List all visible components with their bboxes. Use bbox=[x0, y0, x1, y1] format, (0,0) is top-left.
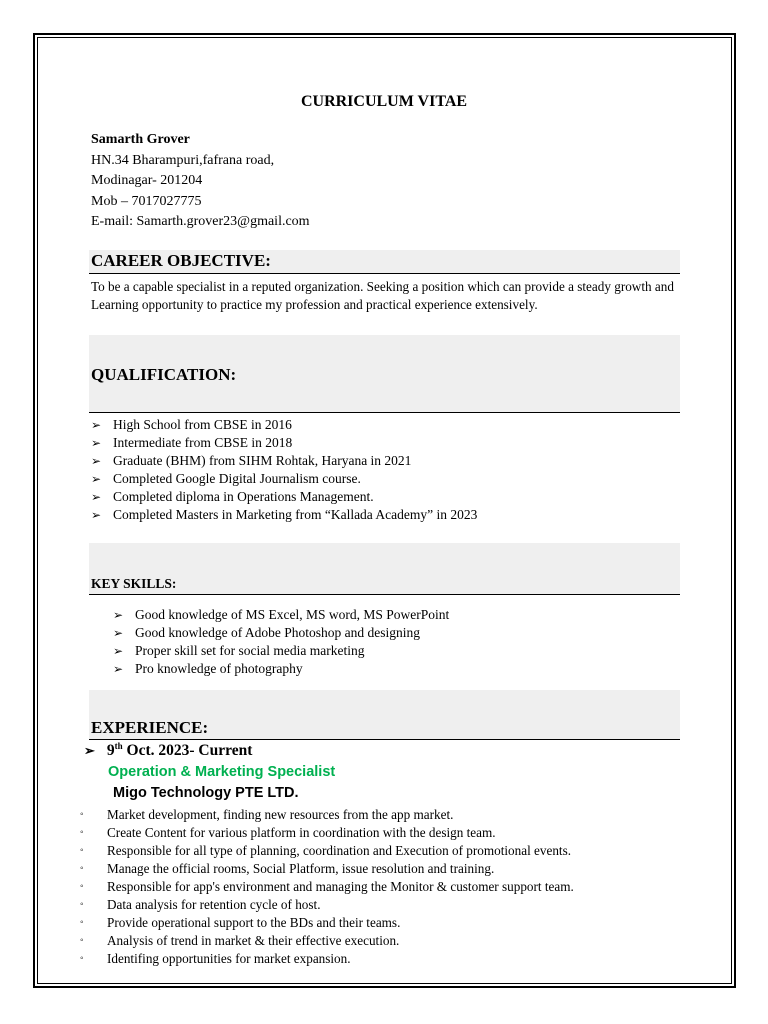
list-item: ➢ Intermediate from CBSE in 2018 bbox=[91, 435, 293, 450]
circle-bullet-icon: ◦ bbox=[80, 935, 84, 946]
document-title: CURRICULUM VITAE bbox=[300, 93, 468, 110]
list-item: ◦ Create Content for various platform in coordination with the design team. bbox=[80, 825, 496, 840]
list-item: ◦ Analysis of trend in market & their effective execution. bbox=[80, 933, 400, 948]
arrow-bullet-icon: ➢ bbox=[91, 472, 102, 486]
date-rest: Oct. 2023- Current bbox=[122, 742, 253, 760]
list-item: ◦ Market development, finding new resources from the app market. bbox=[80, 807, 454, 822]
list-item: ◦ Provide operational support to the BDs and their teams. bbox=[80, 915, 401, 930]
list-item: ◦ Responsible for all type of planning, coordination and Execution of promotional events. bbox=[80, 843, 572, 858]
list-item: ➢ Good knowledge of MS Excel, MS word, MS PowerPoint bbox=[113, 607, 450, 622]
qualification-list bbox=[91, 416, 477, 524]
duties-list bbox=[80, 806, 574, 968]
candidate-name: Samarth Grover bbox=[91, 132, 190, 147]
list-item: ◦ Data analysis for retention cycle of host. bbox=[80, 897, 321, 912]
qualification-heading: QUALIFICATION: bbox=[91, 365, 237, 384]
circle-bullet-icon: ◦ bbox=[80, 953, 84, 964]
list-item: ➢ Proper skill set for social media marketing bbox=[113, 643, 365, 658]
arrow-bullet-icon: ➢ bbox=[91, 508, 102, 522]
arrow-bullet-icon: ➢ bbox=[113, 626, 124, 640]
arrow-bullet-icon: ➢ bbox=[91, 454, 102, 468]
list-item: ➢ Completed Masters in Marketing from “Kallada Academy” in 2023 bbox=[91, 507, 478, 522]
circle-bullet-icon: ◦ bbox=[80, 863, 84, 874]
experience-heading: EXPERIENCE: bbox=[91, 718, 209, 737]
list-item: ➢ Good knowledge of Adobe Photoshop and designing bbox=[113, 625, 420, 640]
key-skills-heading: KEY SKILLS: bbox=[91, 576, 177, 591]
job-role: Operation & Marketing Specialist bbox=[108, 764, 336, 780]
experience-date bbox=[84, 741, 252, 760]
list-item: ➢ Graduate (BHM) from SIHM Rohtak, Haryana in 2021 bbox=[91, 453, 412, 468]
date-day: 9 bbox=[106, 742, 115, 760]
circle-bullet-icon: ◦ bbox=[80, 809, 84, 820]
circle-bullet-icon: ◦ bbox=[80, 917, 84, 928]
career-objective-heading: CAREER OBJECTIVE: bbox=[91, 251, 271, 270]
address-line-1: HN.34 Bharampuri,fafrana road, bbox=[91, 152, 275, 168]
address-line-2: Modinagar- 201204 bbox=[91, 173, 203, 188]
arrow-bullet-icon: ➢ bbox=[113, 644, 124, 658]
date-suffix: th bbox=[114, 741, 123, 751]
key-skills-band bbox=[89, 543, 680, 595]
mobile-number: Mob – 7017027775 bbox=[91, 193, 202, 209]
list-item: ➢ Completed Google Digital Journalism course. bbox=[91, 471, 361, 486]
circle-bullet-icon: ◦ bbox=[80, 899, 84, 910]
list-item: ➢ Pro knowledge of photography bbox=[113, 661, 303, 676]
list-item: ➢ High School from CBSE in 2016 bbox=[91, 417, 292, 432]
key-skills-list bbox=[113, 606, 449, 678]
arrow-bullet-icon: ➢ bbox=[91, 436, 102, 450]
arrow-bullet-icon: ➢ bbox=[113, 662, 124, 676]
arrow-bullet-icon: ➢ bbox=[91, 490, 102, 504]
list-item: ➢ Completed diploma in Operations Management. bbox=[91, 489, 374, 504]
circle-bullet-icon: ◦ bbox=[80, 845, 84, 856]
arrow-bullet-icon: ➢ bbox=[91, 418, 102, 432]
arrow-bullet-icon: ➢ bbox=[113, 608, 124, 622]
career-objective-text: To be a capable specialist in a reputed organization. Seeking a position which can provide a steady growth and Learning opportunity to practice my profession and practical experience extensively. bbox=[91, 279, 674, 312]
list-item: ◦ Identifing opportunities for market expansion. bbox=[80, 951, 351, 966]
circle-bullet-icon: ◦ bbox=[80, 827, 84, 838]
circle-bullet-icon: ◦ bbox=[80, 881, 84, 892]
arrow-bullet-icon: ➢ bbox=[84, 743, 95, 759]
list-item: ◦ Manage the official rooms, Social Platform, issue resolution and training. bbox=[80, 861, 495, 876]
company-name: Migo Technology PTE LTD. bbox=[113, 785, 299, 801]
email-address: E-mail: Samarth.grover23@gmail.com bbox=[91, 214, 310, 229]
list-item: ◦ Responsible for app's environment and managing the Monitor & customer support team. bbox=[80, 879, 574, 894]
contact-block bbox=[91, 130, 310, 233]
